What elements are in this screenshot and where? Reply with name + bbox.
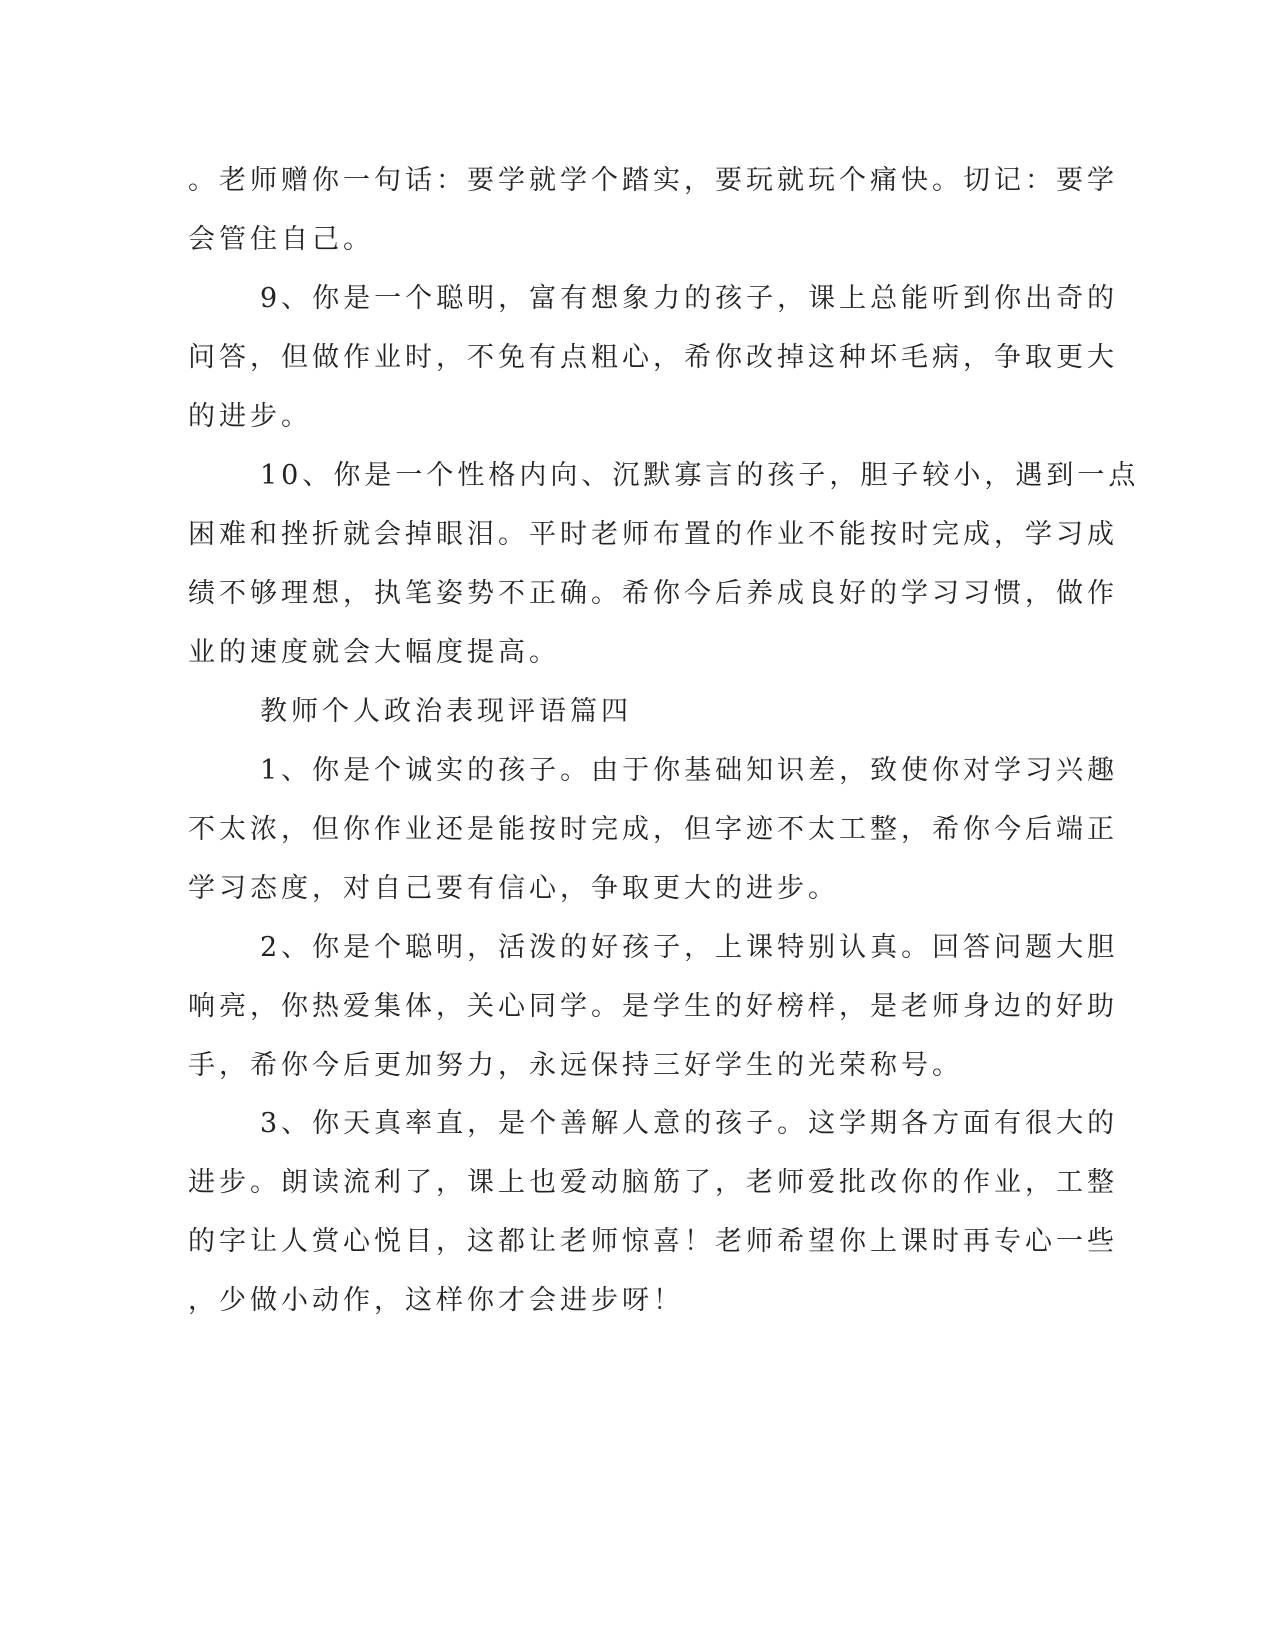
text-line: ，少做小动作，这样你才会进步呀！ xyxy=(188,1285,684,1316)
paragraph-item-2-line: 2、你是个聪明，活泼的好孩子，上课特别认真。回答问题大胆 xyxy=(260,932,1119,963)
text-line: 困难和挫折就会掉眼泪。平时老师布置的作业不能按时完成，学习成 xyxy=(188,519,1118,550)
paragraph-item-10-line: 10、你是一个性格内向、沉默寡言的孩子，胆子较小，遇到一点 xyxy=(260,460,1140,491)
text-line: 进步。朗读流利了，课上也爱动脑筋了，老师爱批改你的作业，工整 xyxy=(188,1167,1118,1198)
text-line: 的字让人赏心悦目，这都让老师惊喜！老师希望你上课时再专心一些 xyxy=(188,1226,1118,1257)
text-line: 。老师赠你一句话：要学就学个踏实，要玩就玩个痛快。切记：要学 xyxy=(188,165,1118,196)
text-line: 的进步。 xyxy=(188,401,312,432)
text-line: 业的速度就会大幅度提高。 xyxy=(188,637,560,668)
text-line: 绩不够理想，执笔姿势不正确。希你今后养成良好的学习习惯，做作 xyxy=(188,578,1118,609)
text-line: 会管住自己。 xyxy=(188,224,374,255)
section-heading: 教师个人政治表现评语篇四 xyxy=(260,696,632,727)
text-line: 学习态度，对自己要有信心，争取更大的进步。 xyxy=(188,873,839,904)
paragraph-item-9-line: 9、你是一个聪明，富有想象力的孩子，课上总能听到你出奇的 xyxy=(260,283,1119,314)
text-line: 不太浓，但你作业还是能按时完成，但字迹不太工整，希你今后端正 xyxy=(188,814,1118,845)
text-line: 响亮，你热爱集体，关心同学。是学生的好榜样，是老师身边的好助 xyxy=(188,991,1118,1022)
text-line: 问答，但做作业时，不免有点粗心，希你改掉这种坏毛病，争取更大 xyxy=(188,342,1118,373)
paragraph-item-1-line: 1、你是个诚实的孩子。由于你基础知识差，致使你对学习兴趣 xyxy=(260,755,1119,786)
paragraph-item-3-line: 3、你天真率直，是个善解人意的孩子。这学期各方面有很大的 xyxy=(260,1108,1119,1139)
text-line: 手，希你今后更加努力，永远保持三好学生的光荣称号。 xyxy=(188,1050,963,1081)
